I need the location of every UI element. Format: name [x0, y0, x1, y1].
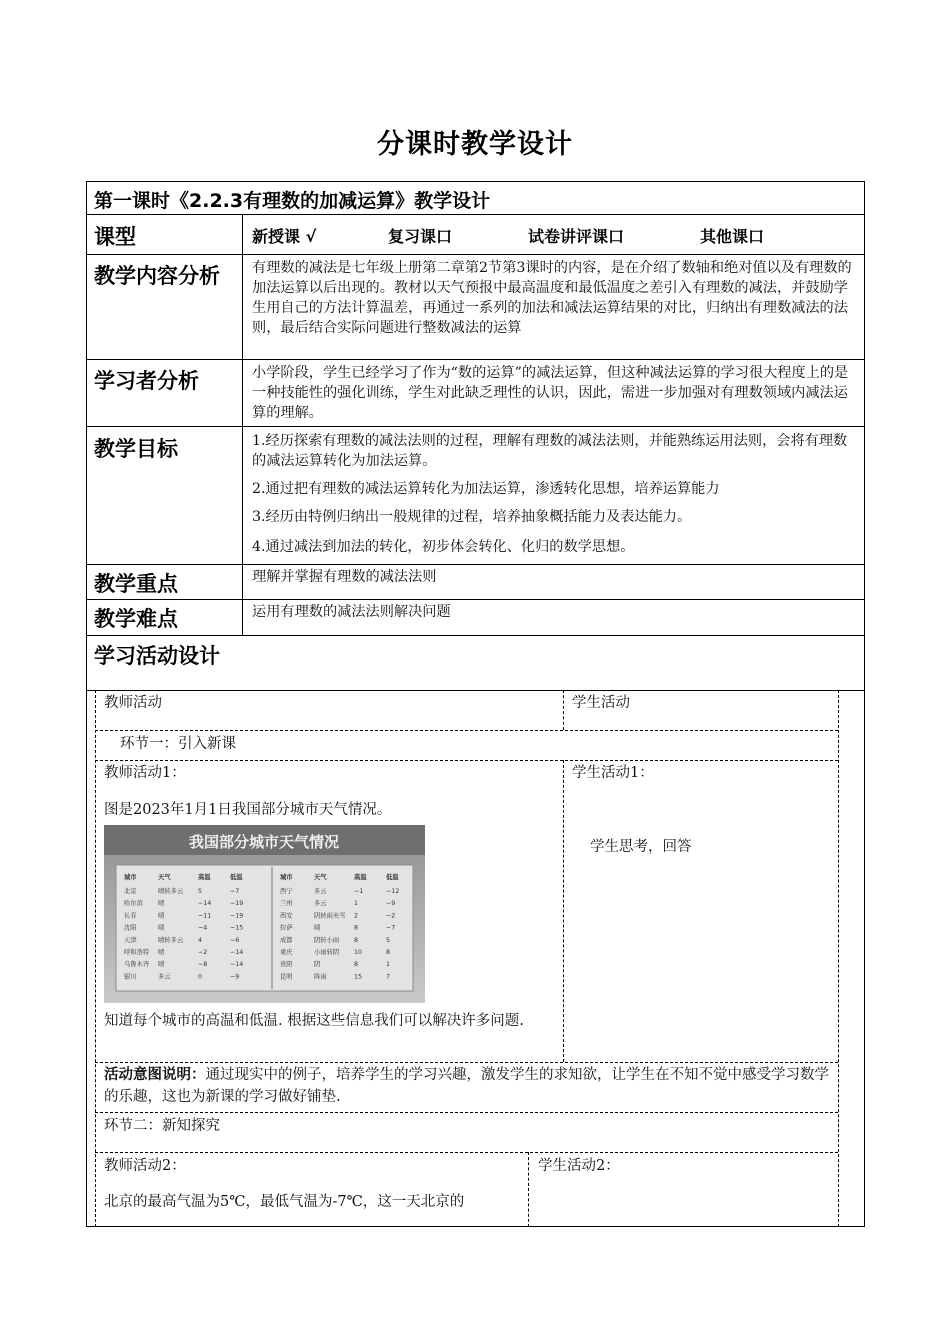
weather-cell: 4 — [198, 936, 203, 944]
student-activity-1-text: 学生思考，回答 — [590, 839, 692, 855]
learner-analysis-text: 小学阶段，学生已经学习了作为“数的运算”的减法运算，但这种减法运算的学习很大程度上的是一种技能性的强化训练，学生对此缺乏理性的认识，因此，需进一步加强对有理数领域内减法运算的理解。 — [252, 365, 849, 421]
activity-design-label: 学习活动设计 — [94, 644, 220, 668]
weather-cell: −1 — [354, 888, 364, 895]
weather-cell: 8 — [354, 961, 359, 969]
weather-cell: 贵阳 — [280, 961, 293, 969]
teacher-activity-header: 教师活动 — [104, 695, 162, 711]
weather-cell: −8 — [198, 961, 208, 969]
teacher-activity-1-title: 教师活动1： — [104, 765, 186, 781]
weather-cell: −6 — [230, 936, 240, 944]
lesson-title: 第一课时《2.2.3有理数的加减运算》教学设计 — [94, 190, 491, 212]
row-divider — [86, 254, 865, 255]
weather-cell: 2 — [354, 912, 359, 920]
objective-item: 4.通过减法到加法的转化，初步体会转化、化归的数学思想。 — [252, 539, 635, 555]
inner-row-divider — [95, 1112, 838, 1113]
weather-cell: 10 — [354, 949, 363, 956]
intent-text: 通过现实中的例子，培养学生的学习兴趣，激发学生的求知欲，让学生在不知不觉中感受学习数学的乐趣，这也为新课的学习做好铺垫. — [104, 1067, 829, 1105]
weather-cell: 银川 — [124, 973, 137, 981]
teacher-activity-1-intro: 图是2023年1月1日我国部分城市天气情况。 — [104, 802, 392, 818]
weather-cell: 阴转雨夹雪 — [314, 912, 346, 920]
weather-cell: 天津 — [124, 936, 137, 944]
weather-cell: −19 — [230, 900, 244, 908]
weather-header-cell: 低温 — [230, 874, 243, 881]
weather-cell: −15 — [230, 924, 244, 932]
weather-table-image — [104, 825, 425, 1003]
weather-cell: 多云 — [158, 973, 171, 981]
objective-item: 2.通过把有理数的减法运算转化为加法运算，渗透转化思想，培养运算能力 — [252, 481, 720, 497]
row-divider — [86, 635, 865, 636]
weather-cell: 晴 — [158, 924, 165, 932]
teacher-activity-2-text: 北京的最高气温为5℃，最低气温为-7℃，这一天北京的 — [104, 1194, 465, 1210]
activity-intent — [104, 1064, 832, 1108]
weather-cell: 乌鲁木齐 — [124, 961, 150, 969]
weather-cell: −19 — [230, 912, 244, 920]
weather-cell: 西安 — [280, 912, 293, 920]
row-divider — [86, 214, 865, 215]
weather-cell: 7 — [386, 973, 391, 981]
weather-cell: 晴 — [158, 949, 165, 956]
weather-cell: 晴转多云 — [158, 888, 184, 895]
column-divider — [242, 214, 243, 635]
course-type-label: 课型 — [94, 225, 136, 249]
weather-cell: 晴 — [314, 924, 321, 932]
inner-column-divider — [563, 760, 564, 1062]
weather-cell: 0 — [198, 973, 203, 981]
row-divider — [86, 599, 865, 600]
content-analysis-label: 教学内容分析 — [94, 264, 220, 288]
weather-cell: −7 — [230, 888, 240, 895]
weather-header-cell: 高温 — [354, 874, 367, 881]
weather-cell: 成都 — [280, 936, 293, 944]
weather-title: 我国部分城市天气情况 — [188, 833, 340, 851]
inner-column-divider — [563, 690, 564, 730]
weather-cell: −7 — [386, 924, 396, 932]
weather-cell: −12 — [386, 888, 400, 895]
row-divider — [86, 426, 865, 427]
objective-item: 3.经历由特例归纳出一般规律的过程，培养抽象概括能力及表达能力。 — [252, 509, 692, 525]
key-point-text: 理解并掌握有理数的减法法则 — [252, 569, 437, 585]
weather-cell: 8 — [354, 936, 359, 944]
weather-cell: 多云 — [314, 888, 327, 895]
objective-item: 1.经历探索有理数的减法法则的过程，理解有理数的减法法则，并能熟练运用法则，会将有理数的减法运算转化为加法运算。 — [252, 433, 848, 469]
weather-cell: 15 — [354, 973, 363, 981]
difficulty-text: 运用有理数的减法法则解决问题 — [252, 604, 451, 620]
weather-cell: 8 — [386, 949, 391, 956]
weather-cell: 5 — [198, 888, 203, 895]
row-divider — [86, 564, 865, 565]
student-activity-2-title: 学生活动2： — [538, 1158, 620, 1174]
content-analysis-text: 有理数的减法是七年级上册第二章第2节第3课时的内容，是在介绍了数轴和绝对值以及有理数的加法运算以后出现的。教材以天气预报中最高温度和最低温度之差引入有理数的减法，并鼓励学生用自己的方法计算温差，再通过一系列的加法和减法运算结果的对比，归纳出有理数减法的法则，最后结合实际问题进行整数减法的运算 — [252, 260, 852, 336]
weather-cell: 兰州 — [280, 900, 293, 908]
intent-label: 活动意图说明： — [104, 1066, 206, 1083]
weather-cell: −9 — [230, 973, 240, 981]
inner-column-divider — [528, 1152, 529, 1227]
weather-cell: 拉萨 — [280, 924, 293, 932]
key-point-label: 教学重点 — [94, 572, 178, 596]
weather-cell: 哈尔滨 — [124, 900, 143, 908]
inner-border — [95, 690, 96, 1227]
student-activity-header: 学生活动 — [572, 695, 630, 711]
weather-cell: 北京 — [124, 888, 137, 895]
teacher-activity-1-after: 知道每个城市的高温和低温. 根据这些信息我们可以解决许多问题. — [104, 1013, 524, 1029]
weather-cell: 沈阳 — [124, 924, 137, 932]
section-one-title: 环节一：引入新课 — [120, 736, 236, 752]
weather-cell: 5 — [386, 936, 391, 944]
weather-cell: −11 — [198, 912, 212, 920]
weather-cell: 长春 — [124, 912, 137, 920]
weather-cell: 阵雨 — [314, 973, 327, 981]
weather-cell: −14 — [198, 900, 212, 908]
weather-cell: 小雨转阴 — [314, 949, 340, 956]
weather-cell: 西宁 — [280, 888, 293, 895]
weather-cell: 晴 — [158, 961, 165, 969]
weather-cell: 晴 — [158, 912, 165, 920]
weather-cell: 阴 — [314, 961, 321, 969]
teacher-activity-2-title: 教师活动2： — [104, 1158, 186, 1174]
weather-cell: 多云 — [314, 900, 327, 908]
option-new-lesson: 新授课 √ — [252, 227, 317, 246]
weather-cell: 重庆 — [280, 949, 293, 956]
objectives-label: 教学目标 — [94, 437, 178, 461]
weather-cell: 呼和浩特 — [124, 949, 150, 956]
option-review: 复习课口 — [388, 227, 453, 246]
row-divider — [86, 690, 865, 691]
weather-header-cell: 天气 — [314, 874, 327, 881]
weather-header-cell: 城市 — [280, 874, 293, 881]
weather-cell: −14 — [230, 961, 244, 969]
option-other: 其他课口 — [700, 227, 765, 246]
inner-row-divider — [95, 1152, 838, 1153]
row-divider — [86, 359, 865, 360]
section-two-title: 环节二：新知探究 — [104, 1118, 220, 1134]
weather-cell: −9 — [386, 900, 396, 908]
weather-cell: −2 — [386, 912, 396, 920]
inner-row-divider — [95, 730, 838, 731]
weather-cell: 晴转多云 — [158, 936, 184, 944]
student-activity-1-title: 学生活动1： — [572, 765, 654, 781]
weather-cell: −2 — [198, 949, 208, 956]
inner-border — [838, 690, 839, 1227]
option-exam-review: 试卷讲评课口 — [528, 227, 625, 246]
weather-cell: 晴 — [158, 900, 165, 908]
page-title: 分课时教学设计 — [377, 129, 573, 160]
weather-cell: 阴转小雨 — [314, 936, 340, 944]
weather-cell: 昆明 — [280, 973, 293, 981]
weather-header-cell: 城市 — [124, 874, 137, 881]
weather-header-cell: 低温 — [386, 874, 399, 881]
inner-row-divider — [95, 1062, 838, 1063]
weather-cell: 1 — [386, 961, 391, 969]
inner-row-divider — [95, 760, 838, 761]
weather-cell: −4 — [198, 924, 208, 932]
weather-cell: −14 — [230, 949, 244, 956]
weather-cell: 1 — [354, 900, 359, 908]
learner-analysis-label: 学习者分析 — [94, 369, 199, 393]
weather-cell: 8 — [354, 924, 359, 932]
difficulty-label: 教学难点 — [94, 607, 178, 631]
weather-header-cell: 高温 — [198, 874, 211, 881]
weather-header-cell: 天气 — [158, 874, 171, 881]
